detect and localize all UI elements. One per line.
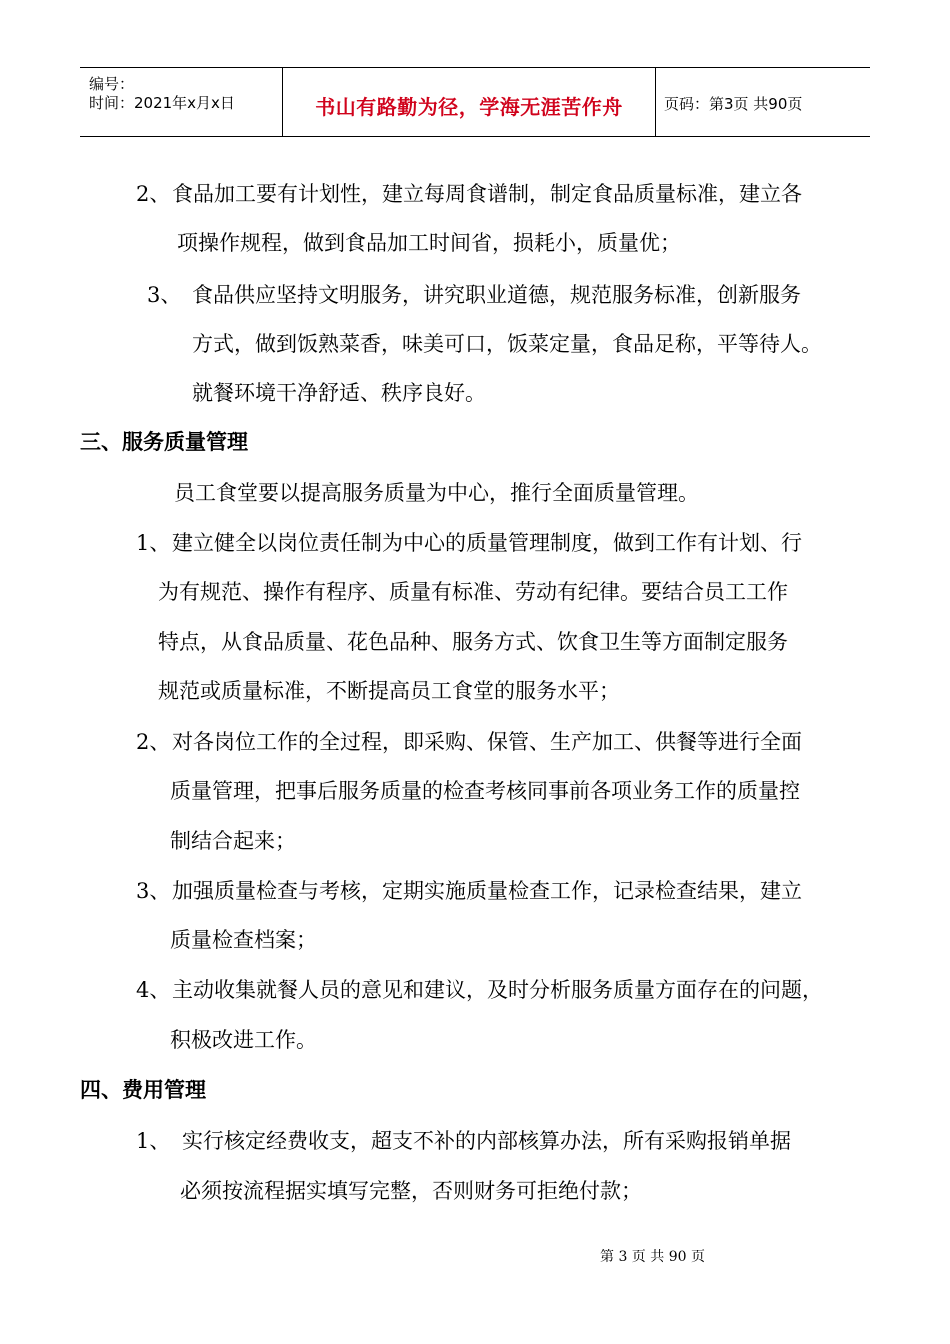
list-item — [136, 729, 802, 755]
header-page-label: 页码：第3页 共90页 — [664, 95, 803, 113]
section-heading: 四、费用管理 — [80, 1078, 206, 1102]
section-heading: 三、服务质量管理 — [80, 430, 248, 454]
paragraph-text: 加强质量检查与考核，定期实施质量检查工作，记录检查结果，建立 — [172, 879, 802, 903]
list-number: 4、 — [136, 978, 171, 1002]
list-item — [147, 282, 801, 308]
list-number: 3、 — [147, 283, 182, 307]
paragraph-text: 主动收集就餐人员的意见和建议，及时分析服务质量方面存在的问题， — [172, 978, 823, 1002]
list-number: 2、 — [136, 182, 171, 206]
list-item — [136, 878, 802, 904]
paragraph-line: 质量管理，把事后服务质量的检查考核同事前各项业务工作的质量控 — [170, 779, 800, 803]
paragraph-line: 积极改进工作。 — [170, 1028, 317, 1052]
list-item — [136, 181, 802, 207]
list-item — [136, 1128, 791, 1154]
footer-page-info: 第 3 页 共 90 页 — [600, 1249, 705, 1265]
paragraph-text: 食品供应坚持文明服务，讲究职业道德，规范服务标准，创新服务 — [192, 283, 801, 307]
paragraph-line: 方式，做到饭熟菜香，味美可口，饭菜定量，食品足称，平等待人。 — [192, 332, 822, 356]
paragraph-line: 规范或质量标准，不断提高员工食堂的服务水平； — [158, 679, 620, 703]
paragraph-line: 员工食堂要以提高服务质量为中心，推行全面质量管理。 — [174, 481, 699, 505]
list-item — [136, 977, 823, 1003]
document-date-label: 时间：2021年x月x日 — [89, 94, 235, 112]
header-motto: 书山有路勤为径，学海无涯苦作舟 — [315, 95, 623, 119]
paragraph-line: 特点，从食品质量、花色品种、服务方式、饮食卫生等方面制定服务 — [158, 630, 788, 654]
header-info-cell — [80, 68, 282, 136]
header-motto-cell — [282, 68, 656, 136]
list-number: 1、 — [136, 531, 171, 555]
list-number: 2、 — [136, 730, 171, 754]
paragraph-line: 制结合起来； — [170, 829, 296, 853]
paragraph-line: 就餐环境干净舒适、秩序良好。 — [192, 381, 486, 405]
document-number-label: 编号： — [89, 75, 135, 93]
paragraph-line: 质量检查档案； — [170, 928, 317, 952]
paragraph-text: 食品加工要有计划性，建立每周食谱制，制定食品质量标准，建立各 — [172, 182, 802, 206]
paragraph-text: 对各岗位工作的全过程，即采购、保管、生产加工、供餐等进行全面 — [172, 730, 802, 754]
list-item — [136, 530, 802, 556]
paragraph-line: 为有规范、操作有程序、质量有标准、劳动有纪律。要结合员工工作 — [158, 580, 788, 604]
paragraph-text: 实行核定经费收支，超支不补的内部核算办法，所有采购报销单据 — [182, 1129, 791, 1153]
paragraph-line: 项操作规程，做到食品加工时间省，损耗小，质量优； — [177, 231, 681, 255]
paragraph-line: 必须按流程据实填写完整，否则财务可拒绝付款； — [180, 1179, 642, 1203]
document-header — [80, 67, 870, 137]
header-page-cell — [655, 68, 870, 136]
list-number: 3、 — [136, 879, 171, 903]
list-number: 1、 — [136, 1129, 171, 1153]
paragraph-text: 建立健全以岗位责任制为中心的质量管理制度，做到工作有计划、行 — [172, 531, 802, 555]
